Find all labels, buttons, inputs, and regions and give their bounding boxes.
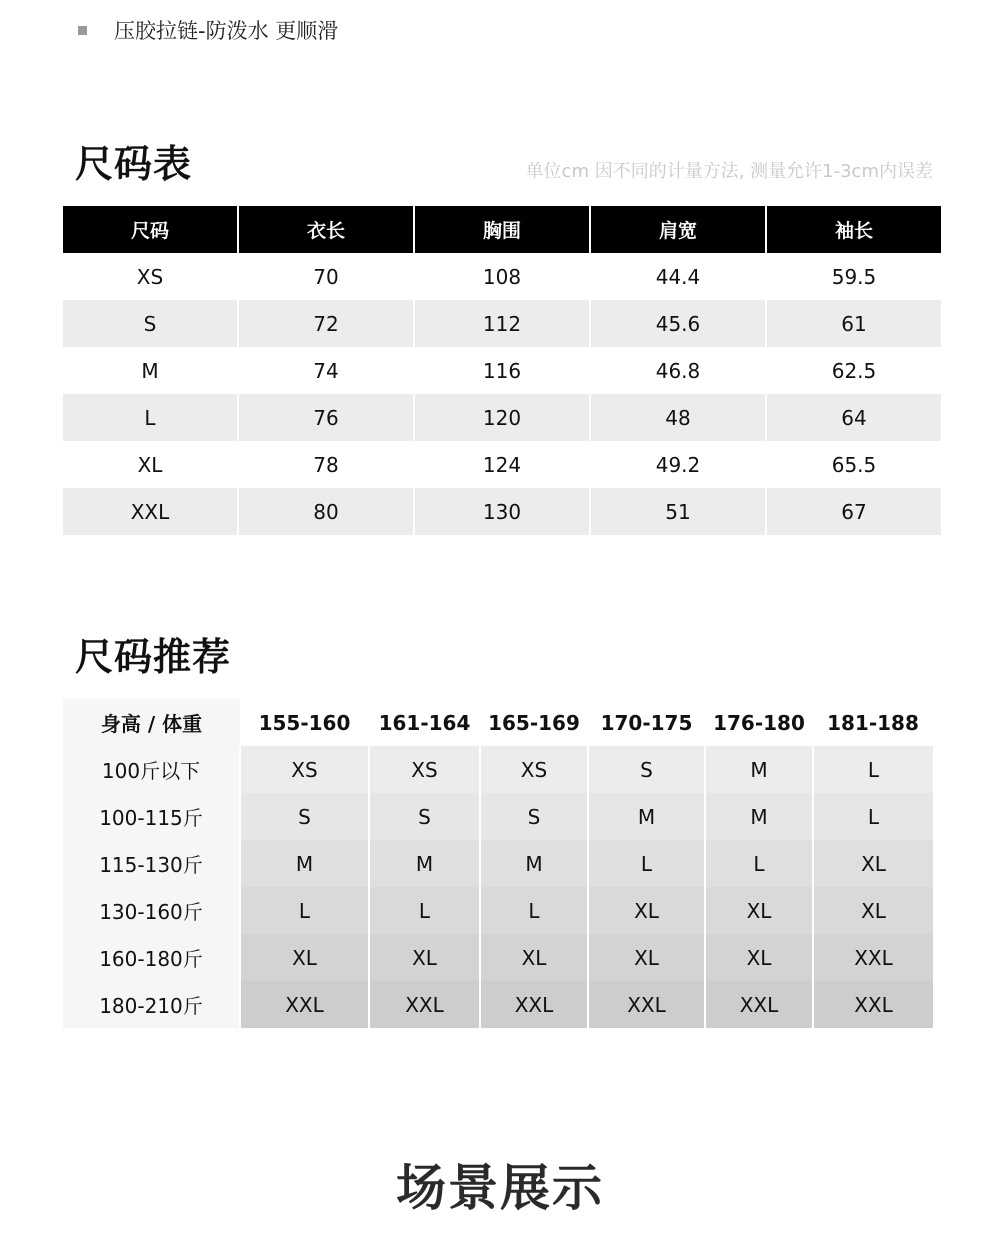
size-chart-table: [61, 206, 943, 535]
table-cell: 120: [415, 394, 589, 441]
table-cell: XL: [588, 887, 705, 934]
table-cell: XXL: [813, 934, 933, 981]
table-cell: 124: [415, 441, 589, 488]
table-cell: XL: [63, 441, 237, 488]
table-cell: XL: [813, 840, 933, 887]
table-cell: S: [588, 746, 705, 793]
table-cell: XS: [63, 253, 237, 300]
table-cell: S: [480, 793, 588, 840]
table-cell: XL: [480, 934, 588, 981]
table-cell: M: [63, 347, 237, 394]
table-cell: M: [588, 793, 705, 840]
table-cell: M: [705, 746, 813, 793]
table-cell: 49.2: [591, 441, 765, 488]
square-bullet-icon: [78, 26, 87, 35]
size-recommend-title: 尺码推荐: [75, 635, 232, 679]
scene-display-title: 场景展示: [396, 1159, 604, 1217]
table-cell: 80: [239, 488, 413, 535]
table-cell: 76: [239, 394, 413, 441]
table-cell: XXL: [705, 981, 813, 1028]
table-row: [63, 793, 933, 840]
table-cell: 64: [767, 394, 941, 441]
header-length: 衣长: [239, 206, 413, 253]
size-chart-header-row: [63, 206, 941, 253]
table-cell: 74: [239, 347, 413, 394]
table-cell: XXL: [480, 981, 588, 1028]
table-cell: L: [369, 887, 480, 934]
table-cell: 61: [767, 300, 941, 347]
table-row: [63, 840, 933, 887]
table-cell: M: [240, 840, 369, 887]
table-cell: 51: [591, 488, 765, 535]
feature-line: [78, 14, 338, 46]
table-cell: 62.5: [767, 347, 941, 394]
table-cell: XL: [369, 934, 480, 981]
table-cell: XXL: [813, 981, 933, 1028]
table-cell: 130: [415, 488, 589, 535]
table-cell: 46.8: [591, 347, 765, 394]
table-cell: 72: [239, 300, 413, 347]
table-row: [63, 394, 941, 441]
table-cell: 67: [767, 488, 941, 535]
weight-label: 160-180斤: [63, 934, 240, 981]
height-header: 181-188: [813, 699, 933, 746]
size-recommend-table-container: [63, 699, 933, 1028]
table-cell: 44.4: [591, 253, 765, 300]
table-cell: L: [480, 887, 588, 934]
table-cell: S: [240, 793, 369, 840]
table-row: [63, 253, 941, 300]
table-cell: XXL: [369, 981, 480, 1028]
header-shoulder: 肩宽: [591, 206, 765, 253]
height-header: 170-175: [588, 699, 705, 746]
table-cell: S: [63, 300, 237, 347]
height-header: 155-160: [240, 699, 369, 746]
header-chest: 胸围: [415, 206, 589, 253]
table-row: [63, 300, 941, 347]
weight-label: 100-115斤: [63, 793, 240, 840]
size-chart-table-container: [61, 206, 939, 535]
table-cell: 108: [415, 253, 589, 300]
table-cell: XXL: [63, 488, 237, 535]
table-row: [63, 746, 933, 793]
table-cell: XL: [705, 934, 813, 981]
table-cell: XXL: [588, 981, 705, 1028]
height-weight-label: 身高 / 体重: [63, 699, 240, 746]
table-row: [63, 981, 933, 1028]
table-cell: M: [705, 793, 813, 840]
table-row: [63, 347, 941, 394]
measurement-note: 单位cm 因不同的计量方法, 测量允许1-3cm内误差: [525, 161, 933, 182]
table-cell: 65.5: [767, 441, 941, 488]
height-header: 176-180: [705, 699, 813, 746]
table-cell: 48: [591, 394, 765, 441]
table-cell: XS: [480, 746, 588, 793]
table-cell: 78: [239, 441, 413, 488]
table-row: [63, 887, 933, 934]
header-size: 尺码: [63, 206, 237, 253]
weight-label: 180-210斤: [63, 981, 240, 1028]
table-cell: M: [369, 840, 480, 887]
table-cell: XL: [588, 934, 705, 981]
table-cell: XL: [240, 934, 369, 981]
table-cell: L: [813, 746, 933, 793]
table-cell: XL: [813, 887, 933, 934]
table-cell: XS: [240, 746, 369, 793]
weight-label: 130-160斤: [63, 887, 240, 934]
table-cell: 116: [415, 347, 589, 394]
table-cell: L: [813, 793, 933, 840]
table-cell: XL: [705, 887, 813, 934]
feature-text: 压胶拉链-防泼水 更顺滑: [114, 19, 339, 43]
weight-label: 115-130斤: [63, 840, 240, 887]
table-cell: L: [705, 840, 813, 887]
height-header: 161-164: [369, 699, 480, 746]
size-chart-title: 尺码表: [75, 142, 193, 186]
table-row: [63, 934, 933, 981]
header-sleeve: 袖长: [767, 206, 941, 253]
table-row: [63, 441, 941, 488]
table-cell: 112: [415, 300, 589, 347]
table-cell: 45.6: [591, 300, 765, 347]
table-cell: XS: [369, 746, 480, 793]
table-cell: L: [240, 887, 369, 934]
height-header: 165-169: [480, 699, 588, 746]
table-cell: M: [480, 840, 588, 887]
table-cell: S: [369, 793, 480, 840]
table-cell: XXL: [240, 981, 369, 1028]
table-cell: 70: [239, 253, 413, 300]
table-cell: 59.5: [767, 253, 941, 300]
table-row: [63, 488, 941, 535]
table-cell: L: [588, 840, 705, 887]
size-recommend-table: [63, 699, 933, 1028]
table-cell: L: [63, 394, 237, 441]
recommend-header-row: [63, 699, 933, 746]
weight-label: 100斤以下: [63, 746, 240, 793]
